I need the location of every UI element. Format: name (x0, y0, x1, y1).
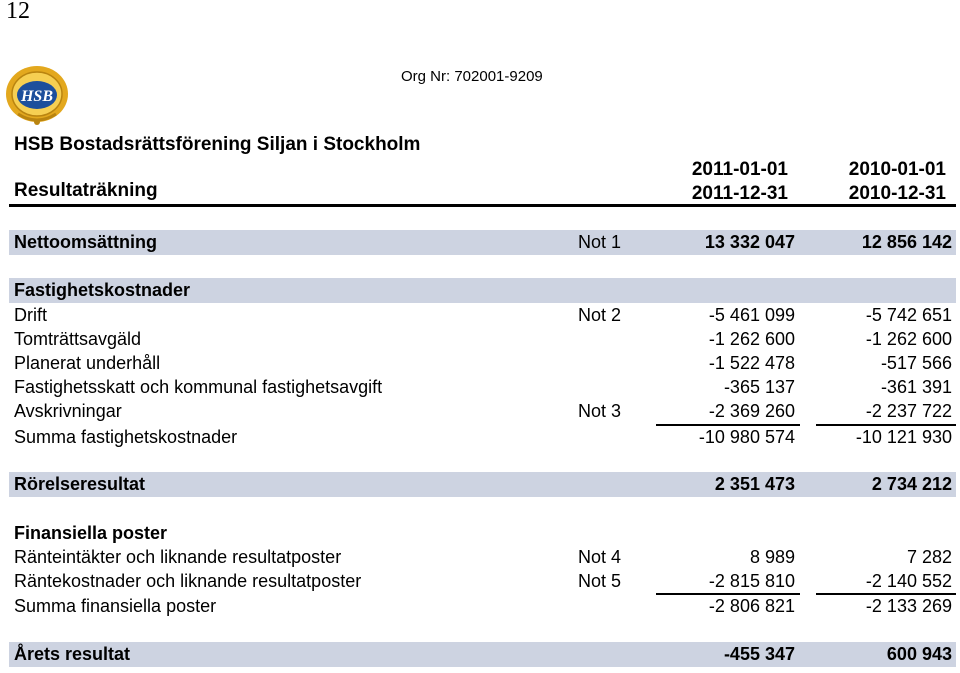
row-previous: -2 237 722 (865, 401, 952, 421)
row-note: Not 2 (578, 305, 622, 325)
period-previous-start: 2010-01-01 (848, 159, 946, 180)
row-label: Rörelseresultat (14, 474, 146, 494)
row-note: Not 3 (578, 401, 622, 421)
row-current: -365 137 (723, 377, 795, 397)
row-previous: -361 391 (880, 377, 952, 397)
period-previous-end: 2010-12-31 (848, 183, 946, 204)
row-label: Summa finansiella poster (14, 596, 217, 616)
row-previous: -5 742 651 (865, 305, 952, 325)
row-current: -2 806 821 (708, 596, 795, 616)
row-label: Planerat underhåll (14, 353, 161, 373)
row-label: Tomträttsavgäld (14, 329, 142, 349)
logo-text: HSB (20, 88, 54, 105)
row-previous: -1 262 600 (865, 329, 952, 349)
association-name: HSB Bostadsrättsförening Siljan i Stockholm (14, 134, 421, 155)
row-label: Årets resultat (14, 644, 131, 664)
row-label: Räntekostnader och liknande resultatposter (14, 571, 362, 591)
row-current: -1 262 600 (708, 329, 795, 349)
row-current: 8 989 (749, 547, 795, 567)
row-label: Nettoomsättning (14, 232, 157, 252)
hsb-logo-icon (4, 64, 70, 128)
row-label: Ränteintäkter och liknande resultatposter (14, 547, 342, 567)
statement-title: Resultaträkning (14, 180, 158, 201)
period-current-start: 2011-01-01 (691, 159, 788, 180)
org-number: Org Nr: 702001-9209 (401, 68, 543, 85)
row-note: Not 4 (578, 547, 622, 567)
row-previous: -2 140 552 (865, 571, 952, 591)
row-previous: -2 133 269 (865, 596, 952, 616)
row-current: -10 980 574 (698, 427, 795, 447)
row-previous: -517 566 (880, 353, 952, 373)
row-current: 2 351 473 (714, 474, 795, 494)
row-previous: 2 734 212 (871, 474, 952, 494)
row-label: Summa fastighetskostnader (14, 427, 238, 447)
page-number: 12 (6, 0, 30, 24)
row-label: Fastighetsskatt och kommunal fastighetsavgift (14, 377, 383, 397)
row-current: -2 815 810 (708, 571, 795, 591)
row-current: -1 522 478 (708, 353, 795, 373)
row-note: Not 5 (578, 571, 622, 591)
row-current: 13 332 047 (704, 232, 795, 252)
row-current: -455 347 (723, 644, 795, 664)
row-label: Drift (14, 305, 47, 325)
period-current-end: 2011-12-31 (691, 183, 788, 204)
section-heading: Fastighetskostnader (14, 280, 191, 300)
section-heading: Finansiella poster (14, 523, 168, 543)
row-current: -2 369 260 (708, 401, 795, 421)
row-current: -5 461 099 (708, 305, 795, 325)
row-note: Not 1 (578, 232, 622, 252)
period-previous (796, 158, 946, 206)
period-current (638, 158, 788, 206)
row-previous: 600 943 (886, 644, 952, 664)
row-previous: -10 121 930 (855, 427, 952, 447)
row-previous: 7 282 (906, 547, 952, 567)
header-rule (9, 204, 956, 207)
row-previous: 12 856 142 (861, 232, 952, 252)
row-label: Avskrivningar (14, 401, 122, 421)
